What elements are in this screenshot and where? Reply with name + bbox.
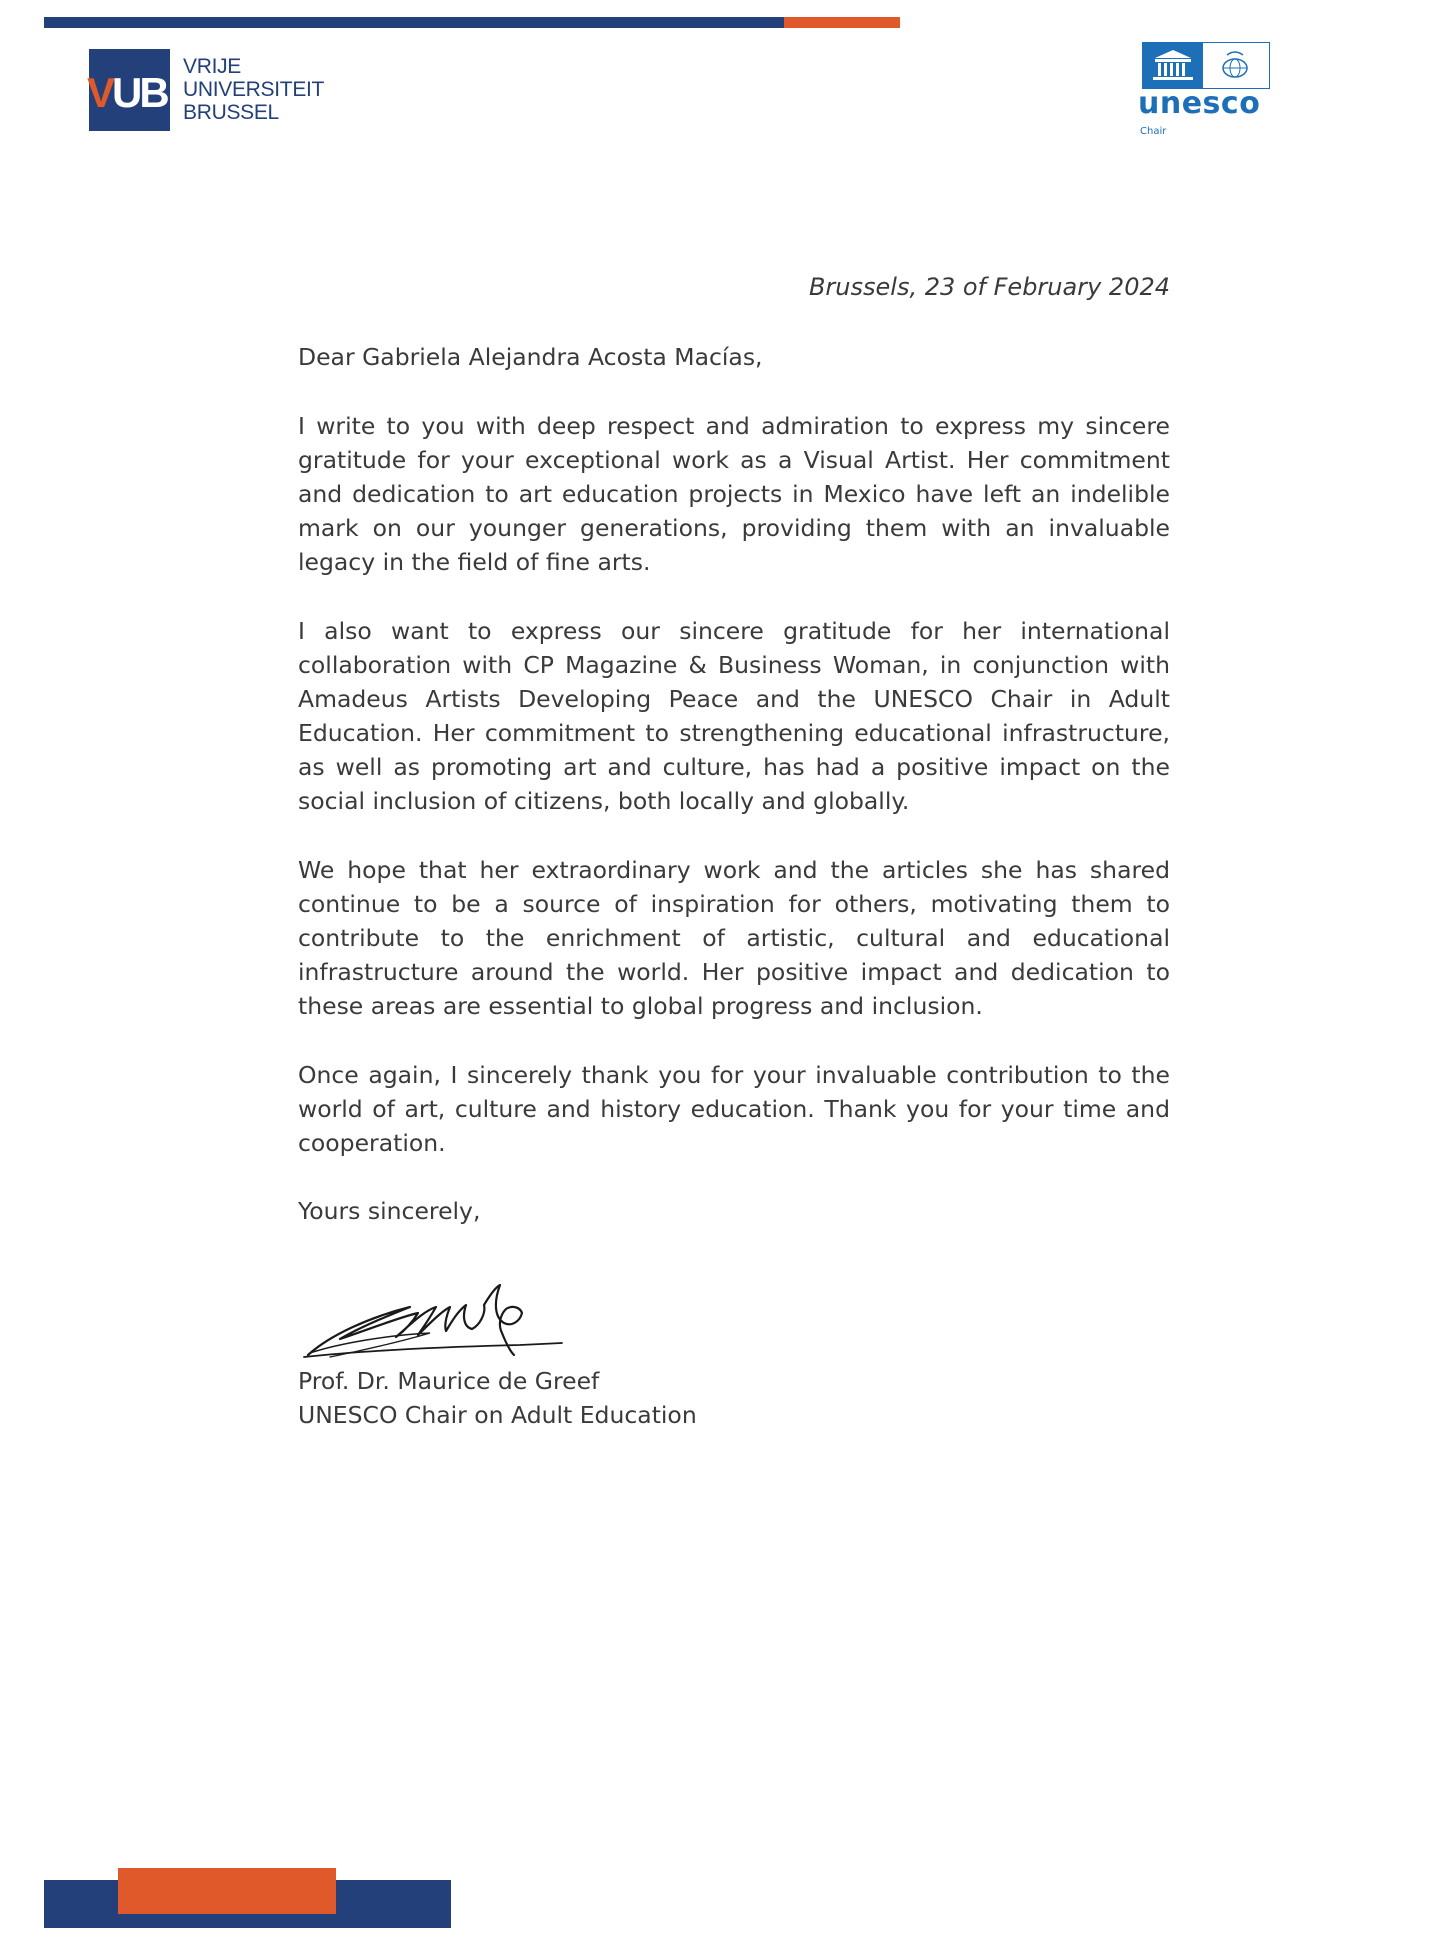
footer-accent-bar-orange bbox=[118, 1868, 336, 1914]
globe-icon bbox=[1211, 47, 1259, 83]
letter-closing: Yours sincerely, bbox=[298, 1197, 481, 1225]
vub-name-line: BRUSSEL bbox=[183, 101, 279, 124]
signer-name: Prof. Dr. Maurice de Greef bbox=[298, 1367, 600, 1395]
letter-paragraph-text: I write to you with deep respect and admiration to express my sincere gratitude for your exceptional work as a Visual Artist. Her commitment and dedication to art education projects in Mexico have left an indelible mark on our younger generations, providing them with an invaluable legacy in the field of fine arts. bbox=[298, 412, 1170, 576]
letter-paragraph bbox=[298, 853, 1170, 1023]
vub-logo-letters bbox=[87, 69, 167, 117]
vub-logo-letter-v: V bbox=[87, 69, 113, 116]
letter-paragraph-text: Once again, I sincerely thank you for your invaluable contribution to the world of art, culture and history education. Thank you for your time and cooperation. bbox=[298, 1061, 1170, 1157]
letter-greeting: Dear Gabriela Alejandra Acosta Macías, bbox=[298, 343, 763, 371]
vub-logo bbox=[80, 49, 325, 135]
unesco-wordmark: unesco bbox=[1138, 86, 1261, 121]
letter-paragraph bbox=[298, 409, 1170, 579]
letter-paragraph bbox=[298, 1058, 1170, 1160]
header-accent-bar-blue bbox=[44, 17, 784, 28]
unesco-logo bbox=[1138, 40, 1278, 145]
unesco-chair-label: Chair bbox=[1140, 126, 1167, 137]
vub-name-line: UNIVERSITEIT bbox=[183, 78, 325, 101]
letter-paragraph bbox=[298, 614, 1170, 818]
letter-date: Brussels, 23 of February 2024 bbox=[808, 273, 1170, 301]
vub-logo-letters-rest: UB bbox=[112, 69, 167, 116]
letter-paragraph-text: I also want to express our sincere gratitude for her international collaboration with CP Magazine & Business Woman, in conjunction with Amadeus Artists Developing Peace and the UNESCO Chair in Adult Education. Her commitment to strengthening educational infrastructure, as well as promoting art and culture, has had a positive impact on the social inclusion of citizens, both locally and globally. bbox=[298, 617, 1170, 815]
header-accent-bar-orange bbox=[784, 17, 900, 28]
vub-name bbox=[183, 55, 324, 124]
temple-icon bbox=[1143, 43, 1203, 88]
handwritten-signature bbox=[300, 1265, 580, 1365]
letter-paragraph-text: We hope that her extraordinary work and the articles she has shared continue to be a source of inspiration for others, motivating them to contribute to the enrichment of artistic, cultural and educational infrastructure around the world. Her positive impact and dedication to these areas are essential to global progress and inclusion. bbox=[298, 856, 1170, 1020]
signer-title: UNESCO Chair on Adult Education bbox=[298, 1401, 697, 1429]
vub-name-line: VRIJE bbox=[183, 55, 242, 78]
unesco-emblem-box bbox=[1142, 42, 1270, 89]
